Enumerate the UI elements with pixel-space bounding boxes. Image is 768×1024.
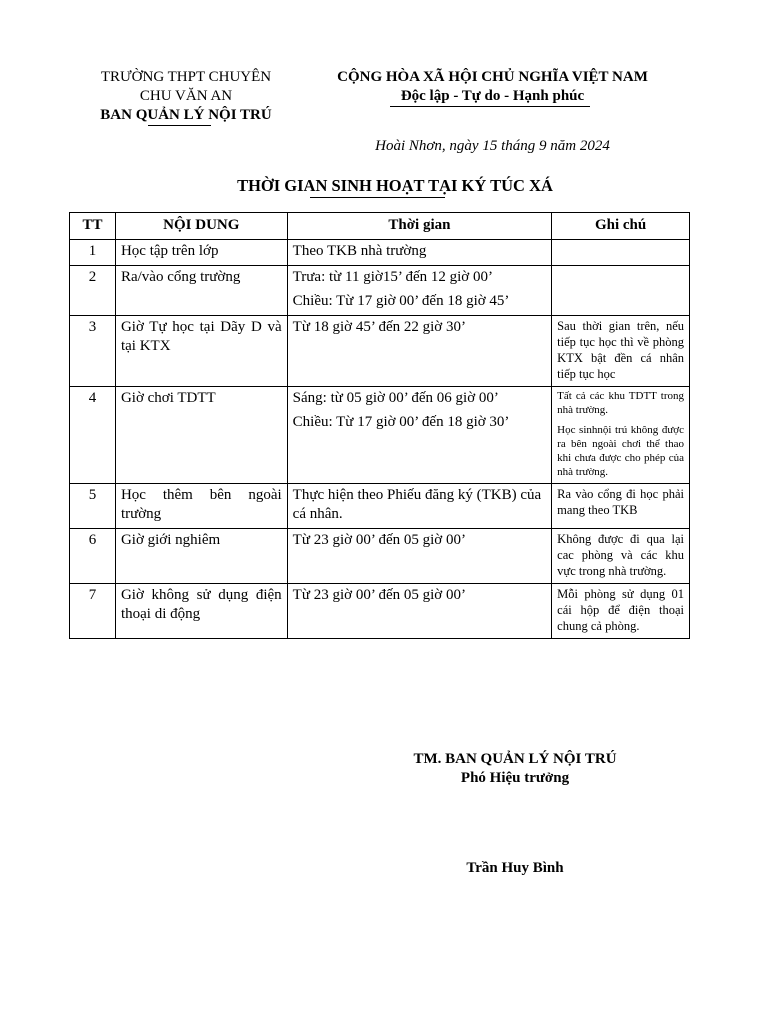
time-line: Sáng: từ 05 giờ 00’ đến 06 giờ 00’: [292, 390, 499, 406]
place-date: Hoài Nhơn, ngày 15 tháng 9 năm 2024: [375, 138, 610, 154]
school-name-line2: CHU VĂN AN: [139, 88, 233, 104]
table-row: [70, 387, 690, 484]
note-text: Không được đi qua lại cac phòng và các khu vực trong nhà trường.: [557, 532, 684, 578]
row-note: [552, 316, 690, 387]
time-line: Từ 23 giờ 00’ đến 05 giờ 00’: [292, 532, 466, 548]
row-note: [552, 529, 690, 584]
time-line: Chiều: Từ 17 giờ 00’ đến 18 giờ 45’: [292, 293, 510, 309]
row-number: 5: [70, 484, 116, 529]
note-text: Mỗi phòng sử dụng 01 cái hộp để điện thoại chung cả phòng.: [557, 587, 684, 633]
note-text: Sau thời gian trên, nếu tiếp tục học thì về phòng KTX bật đền cá nhân tiếp tục học: [557, 319, 684, 381]
row-content: Giờ không sử dụng điện thoại di động: [115, 584, 287, 639]
row-time: [287, 316, 552, 387]
signature-title: TM. BAN QUẢN LÝ NỘI TRÚ: [413, 751, 617, 767]
table-header-row: [70, 213, 690, 240]
row-number: 1: [70, 240, 116, 266]
header-tt: TT: [70, 213, 116, 240]
table-row: [70, 240, 690, 266]
row-content: Giờ Tự học tại Dãy D và tại KTX: [115, 316, 287, 387]
row-number: 6: [70, 529, 116, 584]
time-line: Từ 23 giờ 00’ đến 05 giờ 00’: [292, 587, 466, 603]
header-content: NỘI DUNG: [115, 213, 287, 240]
row-note: [552, 266, 690, 316]
row-content: Giờ giới nghiêm: [115, 529, 287, 584]
school-header-rule: [148, 125, 211, 126]
country-name: CỘNG HÒA XÃ HỘI CHỦ NGHĨA VIỆT NAM: [337, 69, 648, 85]
header-note: Ghi chú: [552, 213, 690, 240]
row-time: [287, 240, 552, 266]
row-time: [287, 484, 552, 529]
row-content: Giờ chơi TDTT: [115, 387, 287, 484]
header-time: Thời gian: [287, 213, 552, 240]
national-header-rule: [390, 106, 590, 107]
time-line: Trưa: từ 11 giờ15’ đến 12 giờ 00’: [292, 269, 493, 285]
note-text: Ra vào cổng đi học phải mang theo TKB: [557, 487, 684, 517]
row-content: Ra/vào cổng trường: [115, 266, 287, 316]
schedule-table: [69, 212, 690, 639]
row-time: [287, 584, 552, 639]
table-row: [70, 584, 690, 639]
table-row: [70, 484, 690, 529]
school-header: [86, 68, 286, 125]
note-text: Tất cả các khu TDTT trong nhà trường.: [557, 390, 684, 416]
row-content: Học tập trên lớp: [115, 240, 287, 266]
time-line: Từ 18 giờ 45’ đến 22 giờ 30’: [292, 319, 466, 335]
row-number: 4: [70, 387, 116, 484]
national-header: [320, 68, 665, 106]
title-rule: [310, 197, 445, 198]
national-motto: Độc lập - Tự do - Hạnh phúc: [400, 88, 585, 104]
row-number: 2: [70, 266, 116, 316]
row-note: [552, 484, 690, 529]
signature-position: Phó Hiệu trưởng: [460, 770, 570, 786]
department-name: BAN QUẢN LÝ NỘI TRÚ: [100, 107, 272, 123]
time-line: Chiều: Từ 17 giờ 00’ đến 18 giờ 30’: [292, 414, 510, 430]
table-row: [70, 316, 690, 387]
signer-name: Trần Huy Bình: [466, 860, 564, 876]
table-row: [70, 266, 690, 316]
row-note: [552, 584, 690, 639]
row-time: [287, 266, 552, 316]
row-note: [552, 240, 690, 266]
table-row: [70, 529, 690, 584]
time-line: Thực hiện theo Phiếu đăng ký (TKB) của cá nhân.: [292, 487, 542, 522]
row-number: 7: [70, 584, 116, 639]
row-time: [287, 387, 552, 484]
document-title: THỜI GIAN SINH HOẠT TẠI KÝ TÚC XÁ: [237, 176, 553, 195]
row-note: [552, 387, 690, 484]
time-line: Theo TKB nhà trường: [292, 243, 427, 259]
row-content: Học thêm bên ngoài trường: [115, 484, 287, 529]
school-name-line1: TRƯỜNG THPT CHUYÊN: [100, 69, 272, 85]
row-time: [287, 529, 552, 584]
row-number: 3: [70, 316, 116, 387]
note-text: Học sinhnội trú không được ra bên ngoài chơi thể thao khi chưa được cho phép của nhà trường.: [557, 424, 684, 478]
signature-block: [380, 750, 650, 788]
